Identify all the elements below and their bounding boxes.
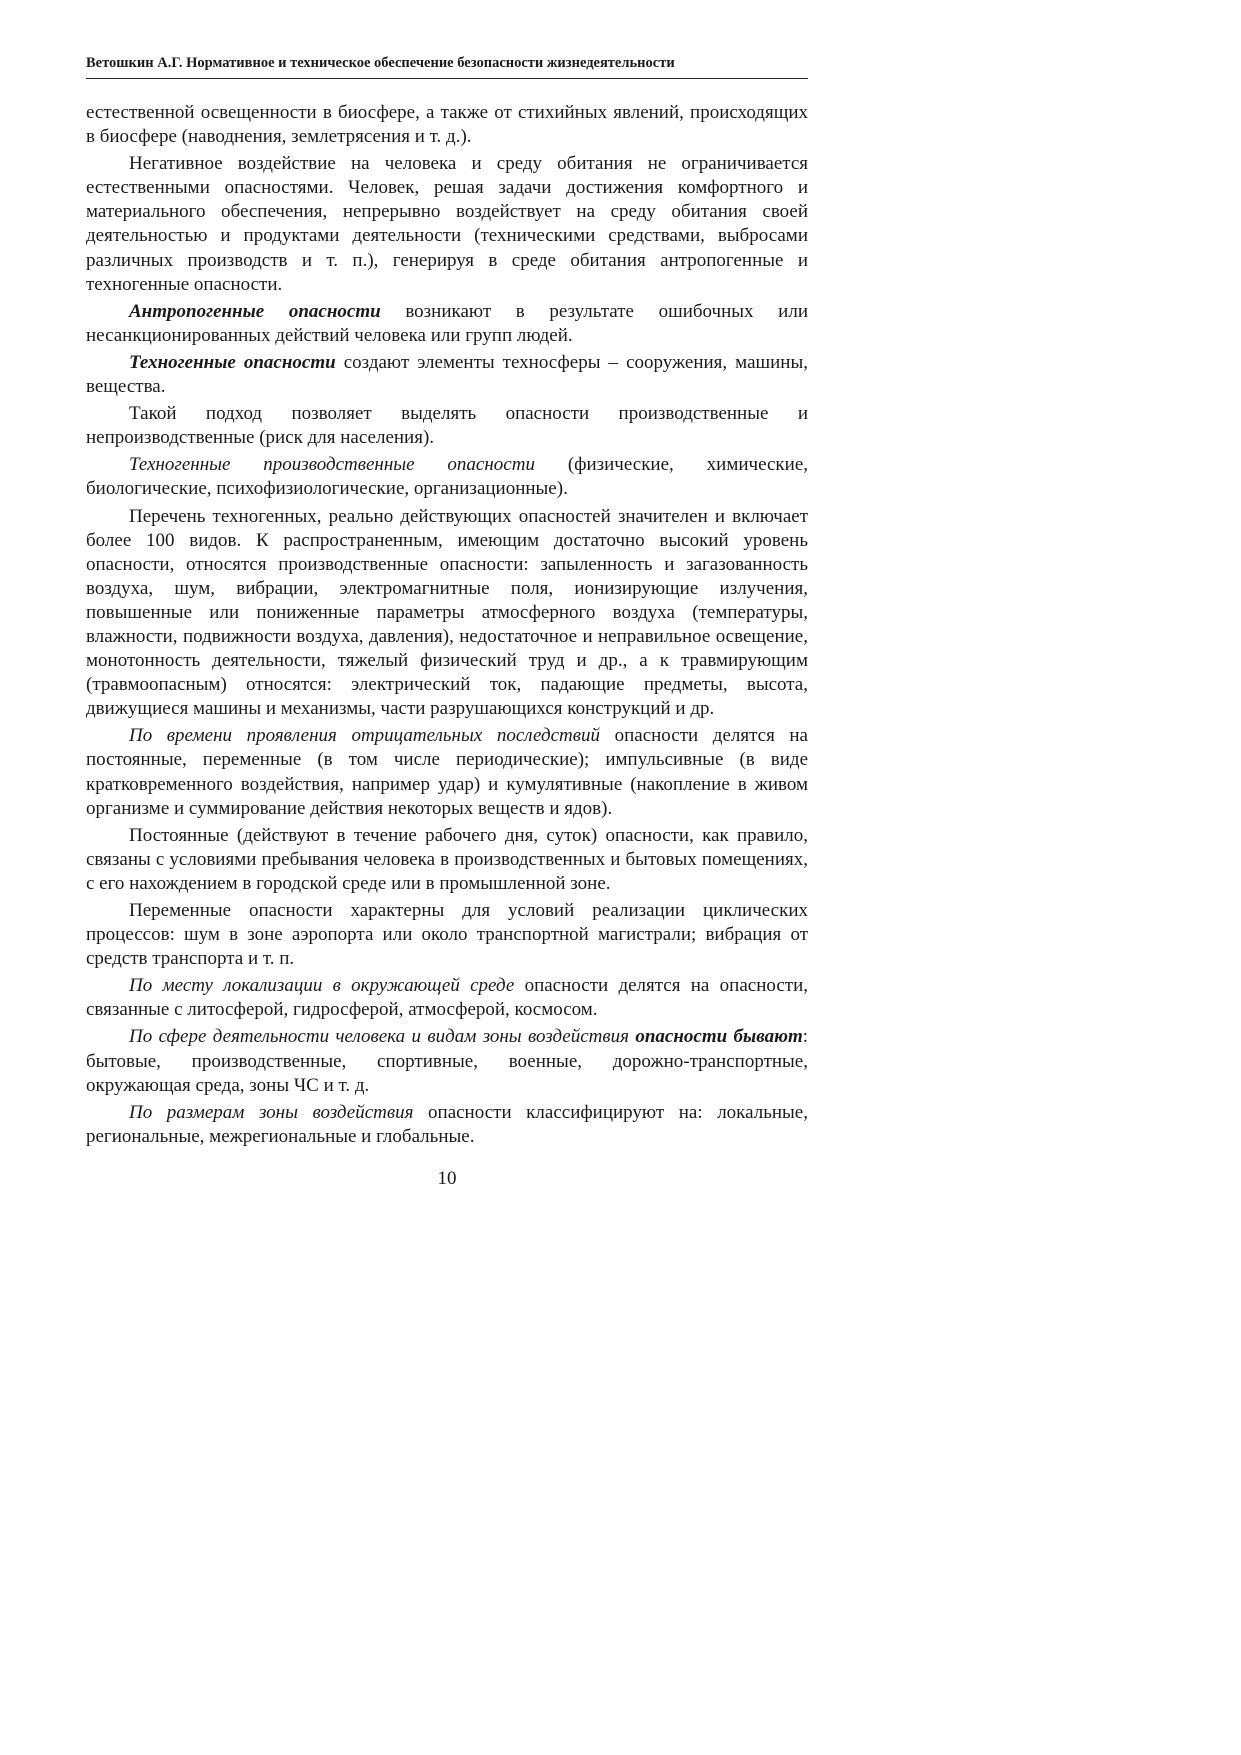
paragraph (86, 724, 808, 820)
term-by-location: По месту локализации в окружающей среде (129, 975, 515, 997)
paragraph (86, 300, 808, 348)
term-by-sphere: По сфере деятельности человека и видам зоны воздействия (129, 1026, 629, 1048)
paragraph (86, 974, 808, 1022)
term-dangers-are: опасности бывают (635, 1026, 803, 1048)
paragraph-text: возникают в результате ошибочных или несанкционированных действий человека или групп людей. (86, 300, 808, 346)
paragraph (86, 351, 808, 399)
paragraph (86, 1101, 808, 1149)
paragraph-text: опасности классифицируют на: локальные, региональные, межрегиональные и глобальные. (86, 1101, 808, 1147)
paragraph: Перечень техногенных, реально действующих опасностей значителен и включает более 100 видов. К распространенным, имеющим достаточно высокий уровень опасности, относятся производственные опасности: запыленность и загазованность воздуха, шум, вибрации, электромагнитные поля, ионизирующие излучения, повышенные или пониженные параметры атмосферного воздуха (температуры, влажности, подвижности воздуха, давления), недостаточное и неправильное освещение, монотонность деятельности, тяжелый физический труд и др., а к травмирующим (травмоопасным) относятся: электрический ток, падающие предметы, высота, движущиеся машины и механизмы, части разрушающихся конструкций и др. (86, 505, 808, 720)
paragraph (86, 1025, 808, 1097)
paragraph-text: (физические, химические, биологические, психофизиологические, организационные). (86, 454, 808, 500)
term-by-time: По времени проявления отрицательных последствий (129, 725, 601, 747)
paragraph (86, 453, 808, 501)
term-technogenic-production: Техногенные производственные опасности (129, 454, 535, 476)
term-anthropogenic: Антропогенные опасности (129, 300, 381, 322)
page-number: 10 (437, 1168, 457, 1189)
term-by-zone-size: По размерам зоны воздействия (129, 1101, 414, 1123)
page-body (86, 101, 808, 1152)
paragraph: естественной освещенности в биосфере, а также от стихийных явлений, происходящих в биосфере (наводнения, землетрясения и т. д.). (86, 102, 808, 148)
paragraph-text: опасности делятся на опасности, связанные с литосферой, гидросферой, атмосферой, космосом. (86, 975, 808, 1021)
paragraph-text: создают элементы техносферы – сооружения, машины, вещества. (86, 351, 808, 398)
paragraph-text: : бытовые, производственные, спортивные, военные, дорожно-транспортные, окружающая среда, зоны ЧС и т. д. (86, 1026, 808, 1096)
paragraph: Негативное воздействие на человека и среду обитания не ограничивается естественными опасностями. Человек, решая задачи достижения комфортного и материального обеспечения, непрерывно воздействует на среду обитания своей деятельностью и продуктами деятельности (техническими средствами, выбросами различных производств и т. п.), генерируя в среде обитания антропогенные и техногенные опасности. (86, 153, 808, 295)
paragraph: Постоянные (действуют в течение рабочего дня, суток) опасности, как правило, связаны с условиями пребывания человека в производственных и бытовых помещениях, с его нахождением в городской среде или в промышленной зоне. (86, 824, 808, 894)
term-technogenic: Техногенные опасности (129, 351, 336, 373)
running-header: Ветошкин А.Г. Нормативное и техническое обеспечение безопасности жизнедеятельности (86, 54, 808, 79)
paragraph-text: опасности делятся на постоянные, переменные (в том числе периодические); импульсивные (в виде кратковременного воздействия, например удар) и кумулятивные (накопление в живом организме и суммирование действия некоторых веществ и ядов). (86, 725, 808, 819)
paragraph: Такой подход позволяет выделять опасности производственные и непроизводственные (риск для населения). (86, 403, 808, 449)
paragraph: Переменные опасности характерны для условий реализации циклических процессов: шум в зоне аэропорта или около транспортной магистрали; вибрация от средств транспорта и т. п. (86, 900, 808, 970)
